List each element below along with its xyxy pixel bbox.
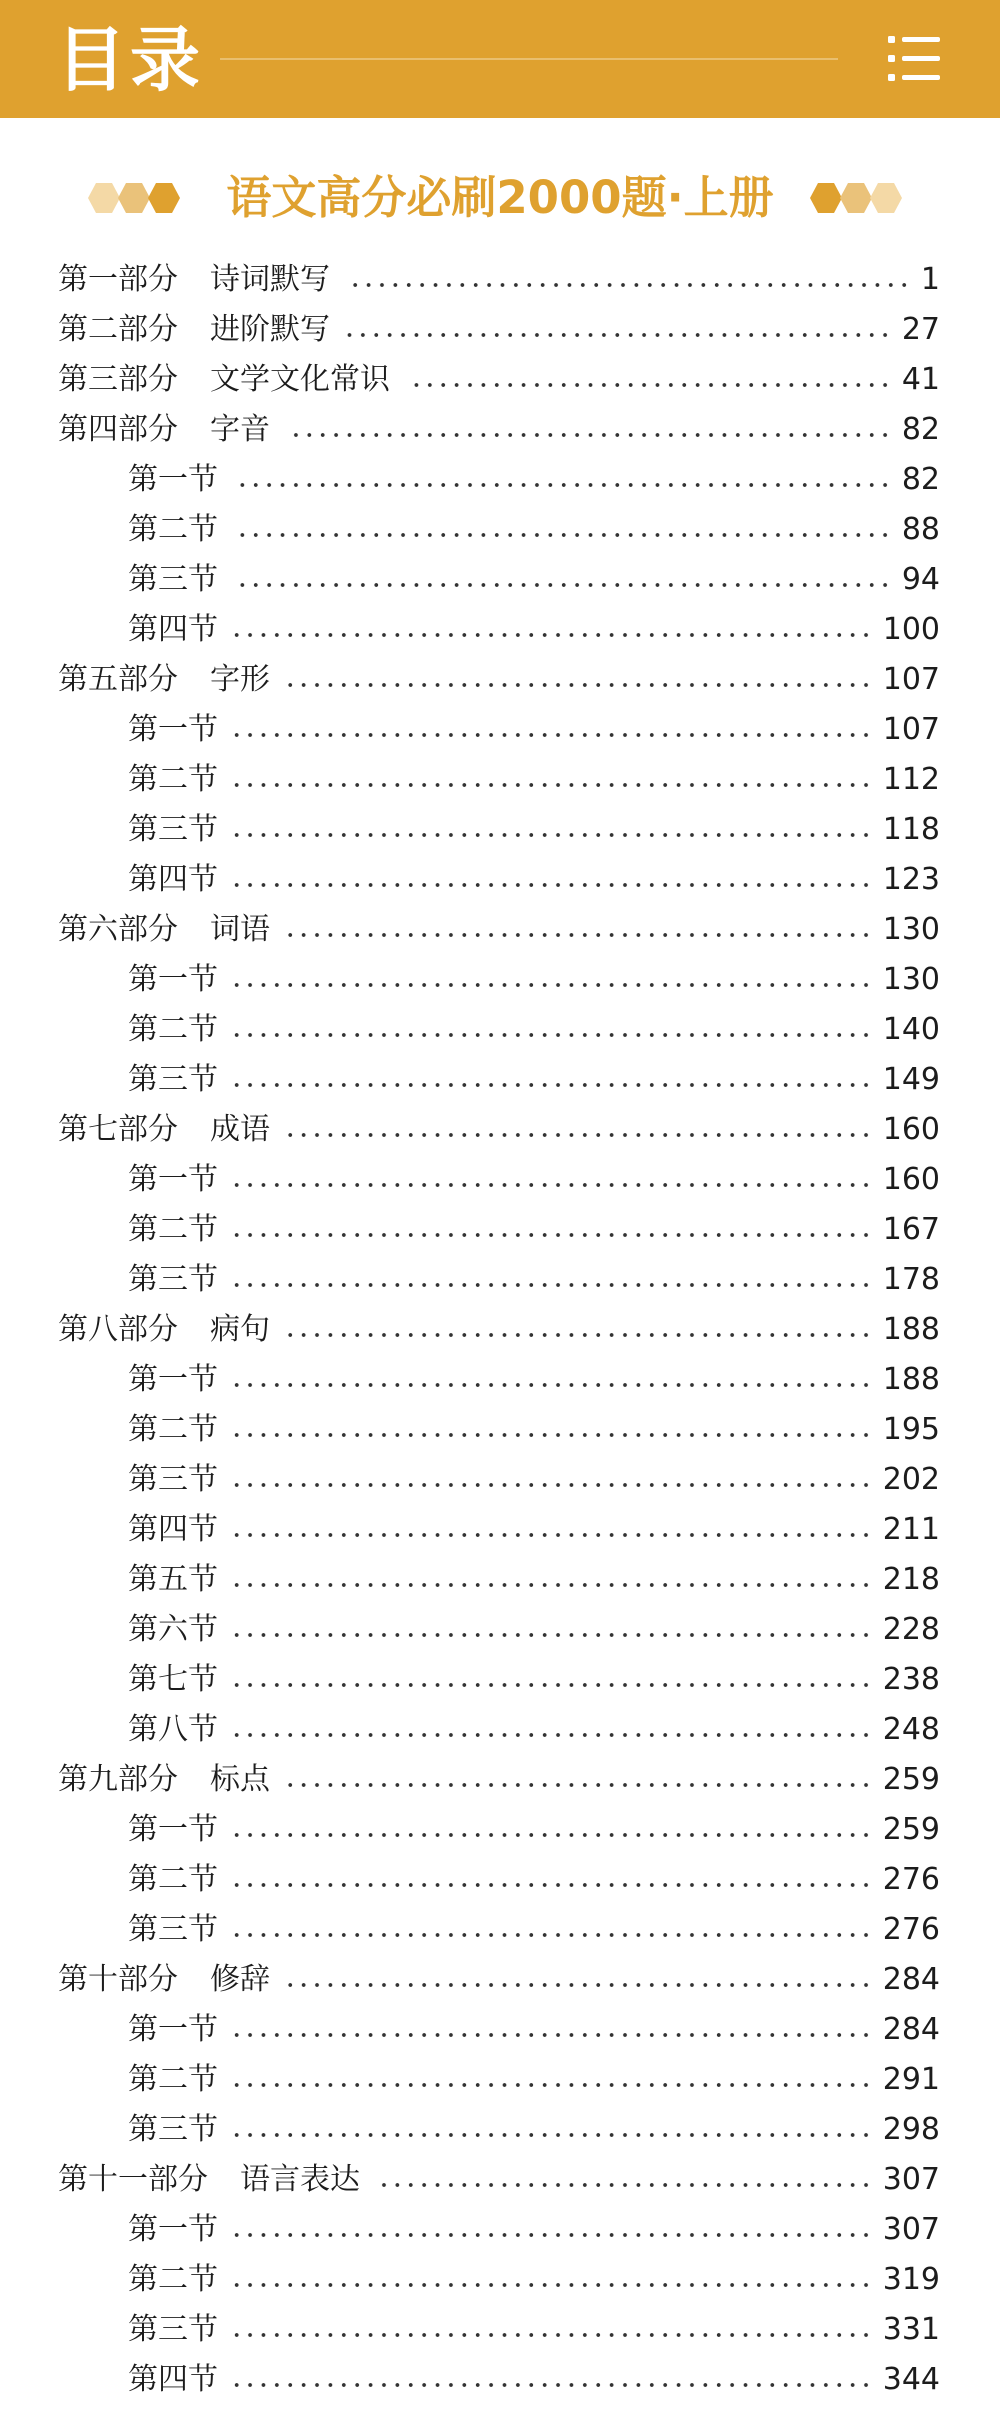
toc-entry-label: 第八节	[128, 1712, 218, 1747]
toc-page-number: 188	[882, 1362, 940, 1397]
toc-entry-label: 第七节	[128, 1662, 218, 1697]
toc-part-entry[interactable]	[0, 255, 1000, 305]
toc-page-number: 27	[901, 312, 940, 347]
dot-leader	[234, 783, 873, 787]
dot-leader	[234, 2333, 873, 2337]
toc-entry-label: 第一节	[128, 2212, 218, 2247]
dot-leader	[234, 1283, 873, 1287]
toc-section-entry[interactable]	[0, 1155, 1000, 1205]
toc-section-entry[interactable]	[0, 1505, 1000, 1555]
toc-entry-label: 第五节	[128, 1562, 218, 1597]
toc-page-number: 123	[882, 862, 940, 897]
dot-leader	[286, 433, 892, 437]
toc-entry-label: 第六节	[128, 1612, 218, 1647]
dot-leader	[346, 283, 911, 287]
toc-section-entry[interactable]	[0, 2005, 1000, 2055]
toc-section-entry[interactable]	[0, 1855, 1000, 1905]
dot-leader	[234, 1233, 873, 1237]
dot-leader	[234, 2033, 873, 2037]
dot-leader	[234, 1583, 873, 1587]
dot-leader	[346, 333, 892, 337]
dot-leader	[234, 1183, 873, 1187]
toc-part-entry[interactable]	[0, 1955, 1000, 2005]
toc-entry-label: 第二节	[128, 1412, 218, 1447]
toc-page-number: 202	[882, 1462, 940, 1497]
toc-page-number: 195	[882, 1412, 940, 1447]
dot-leader	[234, 883, 873, 887]
toc-section-entry[interactable]	[0, 1805, 1000, 1855]
dot-leader	[234, 633, 873, 637]
toc-page-number: 248	[882, 1712, 940, 1747]
toc-entry-title: 诗词默写	[210, 262, 330, 297]
dot-leader	[376, 2183, 873, 2187]
toc-entry-label: 第一节	[128, 962, 218, 997]
toc-entry-label: 第二节	[128, 1862, 218, 1897]
toc-entry-label: 第一节	[128, 1812, 218, 1847]
toc-entry-label: 第二节	[128, 512, 218, 547]
toc-entry-label: 第九部分	[58, 1762, 178, 1797]
toc-entry-label: 第一节	[128, 2012, 218, 2047]
header-bar	[0, 0, 1000, 118]
toc-section-entry[interactable]	[0, 2205, 1000, 2255]
toc-entry-title: 词语	[210, 912, 270, 947]
toc-entry-label: 第一节	[128, 462, 218, 497]
toc-section-entry[interactable]	[0, 805, 1000, 855]
dot-leader	[234, 1083, 873, 1087]
toc-entry-label: 第一节	[128, 1362, 218, 1397]
dot-leader	[234, 1933, 873, 1937]
toc-section-entry[interactable]	[0, 1605, 1000, 1655]
dot-leader	[234, 2383, 873, 2387]
toc-page-number: 298	[882, 2112, 940, 2147]
toc-entry-label: 第四节	[128, 612, 218, 647]
toc-page-number: 259	[882, 1762, 940, 1797]
dot-leader	[234, 2233, 873, 2237]
toc-entry-label: 第五部分	[58, 662, 178, 697]
toc-page-number: 291	[882, 2062, 940, 2097]
dot-leader	[286, 1983, 873, 1987]
toc-entry-label: 第十部分	[58, 1962, 178, 1997]
toc-entry-label: 第十一部分	[58, 2162, 208, 2197]
dot-leader	[234, 1533, 873, 1537]
toc-part-entry[interactable]	[0, 655, 1000, 705]
toc-page-number: 259	[882, 1812, 940, 1847]
dot-leader	[234, 483, 892, 487]
toc-page-number: 344	[882, 2362, 940, 2397]
page-title: 目录	[56, 19, 204, 101]
dot-leader	[234, 1033, 873, 1037]
book-title: 语文高分必刷2000题·上册	[226, 171, 774, 224]
toc-section-entry[interactable]	[0, 2105, 1000, 2155]
toc-entry-label: 第三节	[128, 1462, 218, 1497]
dot-leader	[234, 1483, 873, 1487]
toc-page-number: 238	[882, 1662, 940, 1697]
dot-leader	[234, 1833, 873, 1837]
toc-section-entry[interactable]	[0, 705, 1000, 755]
table-of-contents	[0, 255, 1000, 2405]
toc-entry-label: 第四节	[128, 1512, 218, 1547]
dot-leader	[234, 2133, 873, 2137]
toc-page-number: 276	[882, 1912, 940, 1947]
toc-page-number: 112	[882, 762, 940, 797]
toc-entry-label: 第四节	[128, 862, 218, 897]
toc-entry-label: 第二节	[128, 2062, 218, 2097]
toc-part-entry[interactable]	[0, 355, 1000, 405]
dot-leader	[234, 1383, 873, 1387]
toc-entry-title: 字音	[210, 412, 270, 447]
toc-entry-title: 进阶默写	[210, 312, 330, 347]
toc-entry-title: 修辞	[210, 1962, 270, 1997]
toc-entry-label: 第三节	[128, 2312, 218, 2347]
toc-page-number: 41	[901, 362, 940, 397]
toc-section-entry[interactable]	[0, 1705, 1000, 1755]
dot-leader	[286, 1783, 873, 1787]
toc-page-number: 211	[882, 1512, 940, 1547]
toc-page-number: 218	[882, 1562, 940, 1597]
dot-leader	[286, 933, 873, 937]
dot-leader	[234, 1883, 873, 1887]
book-title-banner	[0, 165, 1000, 231]
toc-entry-label: 第四部分	[58, 412, 178, 447]
dot-leader	[234, 1433, 873, 1437]
toc-page-number: 149	[882, 1062, 940, 1097]
toc-entry-label: 第三节	[128, 2112, 218, 2147]
toc-section-entry[interactable]	[0, 505, 1000, 555]
dot-leader	[234, 583, 892, 587]
toc-part-entry[interactable]	[0, 905, 1000, 955]
toc-section-entry[interactable]	[0, 1555, 1000, 1605]
toc-entry-label: 第三节	[128, 1262, 218, 1297]
toc-section-entry[interactable]	[0, 955, 1000, 1005]
toc-page-number: 228	[882, 1612, 940, 1647]
toc-page-number: 284	[882, 1962, 940, 1997]
hexagon-decoration-right-icon	[810, 179, 914, 217]
toc-part-entry[interactable]	[0, 1755, 1000, 1805]
toc-page-number: 82	[901, 412, 940, 447]
toc-page-number: 1	[920, 262, 940, 297]
dot-leader	[234, 2083, 873, 2087]
toc-entry-label: 第一节	[128, 712, 218, 747]
toc-page-number: 167	[882, 1212, 940, 1247]
header-divider	[220, 58, 838, 60]
toc-page-number: 307	[882, 2212, 940, 2247]
toc-section-entry[interactable]	[0, 1255, 1000, 1305]
toc-page-number: 94	[901, 562, 940, 597]
toc-part-entry[interactable]	[0, 305, 1000, 355]
dot-leader	[286, 1333, 873, 1337]
toc-part-entry[interactable]	[0, 1105, 1000, 1155]
toc-entry-title: 语言表达	[240, 2162, 360, 2197]
toc-part-entry[interactable]	[0, 2155, 1000, 2205]
dot-leader	[234, 833, 873, 837]
toc-page-number: 100	[882, 612, 940, 647]
toc-section-entry[interactable]	[0, 1455, 1000, 1505]
toc-section-entry[interactable]	[0, 2055, 1000, 2105]
toc-page-number: 82	[901, 462, 940, 497]
toc-page-number: 140	[882, 1012, 940, 1047]
toc-section-entry[interactable]	[0, 1655, 1000, 1705]
toc-section-entry[interactable]	[0, 1405, 1000, 1455]
toc-entry-label: 第二节	[128, 2262, 218, 2297]
toc-page-number: 118	[882, 812, 940, 847]
toc-entry-label: 第一部分	[58, 262, 178, 297]
toc-page-number: 307	[882, 2162, 940, 2197]
toc-page-number: 160	[882, 1162, 940, 1197]
toc-page-number: 160	[882, 1112, 940, 1147]
toc-entry-label: 第三节	[128, 562, 218, 597]
toc-entry-label: 第三节	[128, 812, 218, 847]
toc-entry-label: 第二节	[128, 1212, 218, 1247]
toc-entry-label: 第二节	[128, 1012, 218, 1047]
dot-leader	[234, 2283, 873, 2287]
toc-entry-label: 第二节	[128, 762, 218, 797]
dot-leader	[234, 533, 892, 537]
toc-part-entry[interactable]	[0, 1305, 1000, 1355]
toc-section-entry[interactable]	[0, 605, 1000, 655]
toc-page-number: 178	[882, 1262, 940, 1297]
dot-leader	[406, 383, 892, 387]
dot-leader	[234, 983, 873, 987]
toc-entry-label: 第三节	[128, 1912, 218, 1947]
toc-entry-label: 第八部分	[58, 1312, 178, 1347]
toc-entry-title: 字形	[210, 662, 270, 697]
toc-entry-title: 病句	[210, 1312, 270, 1347]
toc-section-entry[interactable]	[0, 755, 1000, 805]
toc-page-number: 319	[882, 2262, 940, 2297]
toc-section-entry[interactable]	[0, 1355, 1000, 1405]
hexagon-decoration-left-icon	[88, 179, 192, 217]
toc-page-number: 107	[882, 662, 940, 697]
toc-section-entry[interactable]	[0, 555, 1000, 605]
toc-entry-label: 第六部分	[58, 912, 178, 947]
toc-page-number: 276	[882, 1862, 940, 1897]
toc-section-entry[interactable]	[0, 1055, 1000, 1105]
toc-page-number: 188	[882, 1312, 940, 1347]
toc-section-entry[interactable]	[0, 1005, 1000, 1055]
toc-page-number: 130	[882, 962, 940, 997]
toc-section-entry[interactable]	[0, 1905, 1000, 1955]
dot-leader	[286, 1133, 873, 1137]
toc-section-entry[interactable]	[0, 1205, 1000, 1255]
toc-page-number: 331	[882, 2312, 940, 2347]
toc-entry-title: 标点	[210, 1762, 270, 1797]
toc-entry-label: 第一节	[128, 1162, 218, 1197]
list-menu-icon[interactable]	[888, 34, 942, 84]
toc-page-number: 130	[882, 912, 940, 947]
toc-entry-title: 文学文化常识	[210, 362, 390, 397]
toc-section-entry[interactable]	[0, 455, 1000, 505]
toc-page-number: 88	[901, 512, 940, 547]
toc-entry-label: 第二部分	[58, 312, 178, 347]
toc-entry-label: 第七部分	[58, 1112, 178, 1147]
toc-page-number: 284	[882, 2012, 940, 2047]
toc-page-number: 107	[882, 712, 940, 747]
toc-entry-label: 第三节	[128, 1062, 218, 1097]
toc-entry-title: 成语	[210, 1112, 270, 1147]
dot-leader	[234, 1683, 873, 1687]
dot-leader	[286, 683, 873, 687]
dot-leader	[234, 1733, 873, 1737]
toc-entry-label: 第四节	[128, 2362, 218, 2397]
toc-part-entry[interactable]	[0, 405, 1000, 455]
dot-leader	[234, 1633, 873, 1637]
toc-section-entry[interactable]	[0, 855, 1000, 905]
dot-leader	[234, 733, 873, 737]
toc-section-entry[interactable]	[0, 2355, 1000, 2405]
toc-section-entry[interactable]	[0, 2255, 1000, 2305]
toc-section-entry[interactable]	[0, 2305, 1000, 2355]
toc-entry-label: 第三部分	[58, 362, 178, 397]
